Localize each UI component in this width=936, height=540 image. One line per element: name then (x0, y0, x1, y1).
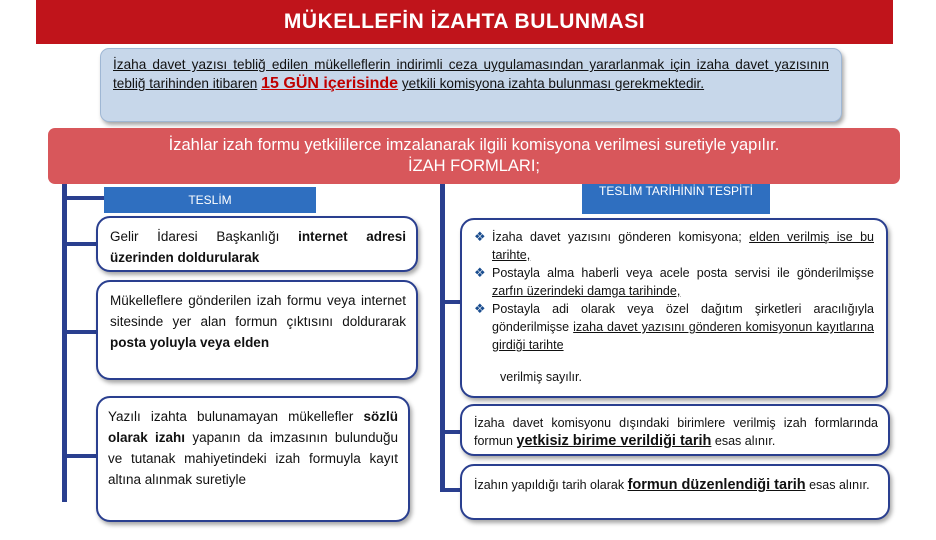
bullet-elden-pre: İzaha davet yazısını gönderen komisyona; (492, 230, 742, 244)
right-box-duzenlendigi-pre: İzahın yapıldığı tarih olarak (474, 478, 625, 492)
left-connector-1 (62, 242, 96, 246)
diamond-bullet-icon: ❖ (474, 229, 486, 244)
right-box-footer: verilmiş sayılır. (500, 370, 582, 384)
left-box-sozlu-bold: sözlü olarak izahı (108, 409, 398, 445)
bullet-posta-adi (474, 300, 874, 354)
page-title: MÜKELLEFİN İZAHTA BULUNMASI (36, 0, 893, 44)
left-box-sozlu-text-post: yapanın da imzasının bulunduğu ve tutanak mahiyetindeki izah formuyla kayıt altına alınmak suretiyle (108, 430, 398, 487)
right-box-duzenlendigi-big: formun düzenlendiği tarih (627, 477, 806, 493)
left-box-posta-bold: posta yoluyla veya elden (110, 335, 270, 350)
banner-line-2: İZAH FORMLARI; (407, 157, 540, 175)
intro-text-part2: yetkili komisyona izahta bulunması gerekmektedir. (401, 76, 705, 91)
intro-highlight: 15 GÜN içerisinde (261, 75, 399, 92)
bullet-posta-alma-underline: zarfın üzerindeki damga tarihinde, (492, 284, 681, 298)
left-box-internet-text: Gelir İdaresi Başkanlığı (110, 229, 280, 244)
bullet-posta-adi-text (492, 300, 874, 354)
right-box-yetkisiz-pre: İzaha davet komisyonu dışındaki birimlere verilmiş izah formlarında formun (474, 416, 878, 448)
intro-text-part1: İzaha davet yazısı tebliğ edilen mükelleflerin indirimli ceza uygulamasından yararlanmak için izaha davet yazısının tebliğ tarihinden itibaren (113, 57, 829, 91)
instruction-banner (48, 128, 900, 184)
bullet-posta-adi-pre: Postayla adi olarak veya özel dağıtım şirketleri aracılığıyla gönderilmişse (492, 302, 874, 334)
right-box-yetkisiz-birim (460, 404, 890, 456)
left-box-sozlu-text: Yazılı izahta bulunamayan mükellefler (108, 409, 354, 424)
diamond-bullet-icon: ❖ (474, 265, 486, 280)
right-connector-2 (440, 430, 460, 434)
tab-teslim-tarihinin-tespiti: TESLİM TARİHİNİN TESPİTİ (582, 184, 770, 214)
right-box-duzenlendigi (460, 464, 890, 520)
bullet-posta-alma-haberli (474, 264, 874, 300)
right-box-yetkisiz-post: esas alınır. (714, 434, 776, 448)
right-connector-3 (440, 488, 460, 492)
left-box-posta (96, 280, 418, 380)
left-tab-connector (62, 196, 104, 200)
left-box-posta-text: Mükelleflere gönderilen izah formu veya internet sitesinde yer alan formun çıktısını doldurarak (110, 293, 406, 329)
bullet-elden-text (492, 228, 874, 264)
bullet-elden-underline: elden verilmiş ise bu tarihte, (492, 230, 874, 262)
left-box-internet-bold: internet adresi üzerinden doldurularak (110, 229, 407, 265)
left-box-sozlu (96, 396, 410, 522)
left-connector-3 (62, 454, 96, 458)
left-connector-2 (62, 330, 96, 334)
diamond-bullet-icon: ❖ (474, 301, 486, 316)
right-connector-1 (440, 300, 460, 304)
right-box-duzenlendigi-post: esas alınır. (809, 478, 870, 492)
bullet-posta-adi-underline: izaha davet yazısını gönderen komisyonun kayıtlarına girdiği tarihte (492, 320, 874, 352)
right-box-yetkisiz-big: yetkisiz birime verildiği tarih (516, 433, 712, 449)
right-box-delivery-dates (460, 218, 888, 398)
bullet-elden (474, 228, 874, 264)
bullet-posta-alma-pre: Postayla alma haberli veya acele posta servisi ile gönderilmişse (492, 266, 874, 280)
intro-box (100, 48, 842, 122)
right-spine (440, 182, 445, 492)
left-box-internet (96, 216, 418, 272)
tab-teslim: TESLİM (104, 187, 316, 213)
bullet-posta-alma-text (492, 264, 874, 300)
banner-line-1: İzahlar izah formu yetkililerce imzalanarak ilgili komisyona verilmesi suretiyle yapılır. (168, 136, 780, 154)
